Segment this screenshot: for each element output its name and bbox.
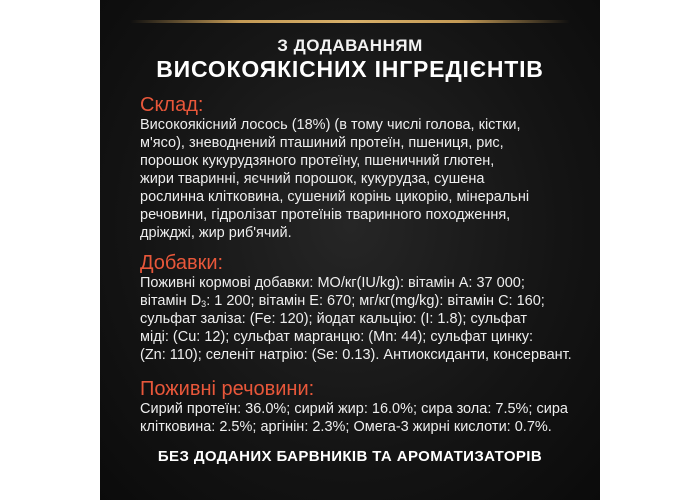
additives-line: (Zn: 110); селеніт натрію: (Se: 0.13). Антиоксиданти, консервант. (140, 347, 572, 363)
footer-note: БЕЗ ДОДАНИХ БАРВНИКІВ ТА АРОМАТИЗАТОРІВ (157, 448, 543, 465)
composition-line: речовини, гідролізат протеїнів тваринного походження, (140, 207, 511, 223)
composition-line: порошок кукурудзяного протеїну, пшеничний глютен, (140, 153, 495, 169)
composition-line: жири тваринні, яєчний порошок, кукурудза, сушена (140, 171, 485, 187)
composition-line: дріжджі, жир риб'ячий. (140, 225, 292, 241)
header-title: ВИСОКОЯКІСНИХ ІНГРЕДІЄНТІВ (156, 56, 544, 82)
additives-heading: Добавки: (140, 252, 224, 274)
composition-line: Високоякісний лосось (18%) (в тому числі голова, кістки, (140, 117, 521, 133)
additives-line: Поживні кормові добавки: МО/кг(IU/kg): вітамін А: 37 000; (140, 275, 525, 291)
composition-line: м'ясо), зневоднений пташиний протеїн, пшениця, рис, (140, 135, 504, 151)
composition-text (140, 116, 580, 242)
product-info-panel (100, 0, 600, 500)
subscript-3: 3 (201, 299, 207, 309)
nutrients-line: клітковина: 2.5%; аргінін: 2.3%; Омега-3 жирні кислоти: 0.7%. (140, 419, 552, 435)
nutrients-line: Сирий протеїн: 36.0%; сирий жир: 16.0%; сира зола: 7.5%; сира (140, 401, 568, 417)
additives-line (140, 292, 580, 310)
additives-text (140, 274, 580, 364)
additives-line: сульфат заліза: (Fe: 120); йодат кальцію: (I: 1.8); сульфат (140, 311, 527, 327)
header-subtitle: З ДОДАВАННЯМ (277, 36, 423, 55)
composition-heading: Склад: (140, 94, 204, 116)
additives-line-part: вітамін D (140, 293, 202, 309)
gold-divider-line (130, 20, 570, 23)
additives-line: міді: (Cu: 12); сульфат марганцю: (Mn: 44); сульфат цинку: (140, 329, 534, 345)
nutrients-heading: Поживні речовини: (140, 378, 315, 400)
nutrients-text (140, 400, 580, 436)
additives-line-part: : 1 200; вітамін Е: 670; мг/кг(mg/kg): вітамін С: 160; (206, 293, 545, 309)
composition-line: рослинна клітковина, сушений корінь цикорію, мінеральні (140, 189, 530, 205)
